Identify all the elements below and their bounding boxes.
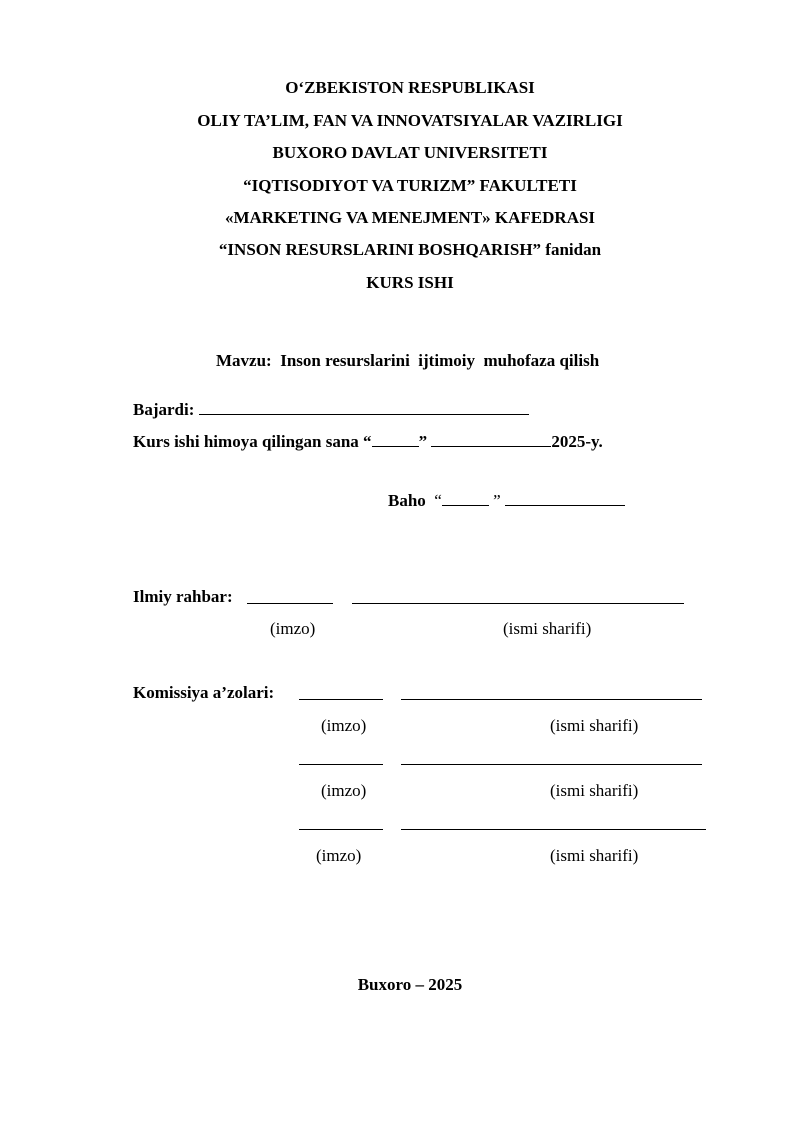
defense-year: 2025-y. — [551, 432, 603, 451]
header-doc-type: KURS ISHI — [366, 273, 454, 292]
defense-quote-close: ” — [418, 432, 428, 451]
supervisor-line — [133, 587, 237, 607]
commission-signature-caption-1: (imzo) — [321, 716, 367, 735]
defense-day-blank[interactable] — [372, 430, 419, 447]
performer-line — [133, 398, 529, 420]
defense-label: Kurs ishi himoya qilingan sana “ — [133, 432, 372, 451]
header-faculty: “IQTISODIYOT VA TURIZM” FAKULTETI — [243, 176, 577, 195]
header-university: BUXORO DAVLAT UNIVERSITETI — [272, 143, 548, 162]
commission-name-blank-2[interactable] — [401, 748, 702, 765]
header-ministry: OLIY TA’LIM, FAN VA INNOVATSIYALAR VAZIRLIGI — [197, 111, 623, 130]
defense-date-line — [133, 430, 603, 452]
topic-line — [216, 351, 599, 371]
performer-label: Bajardi: — [133, 400, 195, 419]
topic-label: Mavzu: — [216, 351, 272, 370]
supervisor-signature-caption: (imzo) — [270, 619, 316, 638]
commission-signature-caption-3: (imzo) — [316, 846, 362, 865]
commission-signature-blank-3[interactable] — [299, 813, 383, 830]
commission-name-caption-2: (ismi sharifi) — [550, 781, 639, 800]
grade-number-blank[interactable] — [442, 489, 489, 506]
commission-name-caption-1: (ismi sharifi) — [550, 716, 639, 735]
supervisor-name-blank[interactable] — [352, 587, 684, 604]
commission-signature-blank-2[interactable] — [299, 748, 383, 765]
header-department: «MARKETING VA MENEJMENT» KAFEDRASI — [224, 208, 596, 227]
commission-signature-caption-2: (imzo) — [321, 781, 367, 800]
grade-quote-open: “ — [434, 491, 442, 510]
commission-name-caption-3: (ismi sharifi) — [550, 846, 639, 865]
grade-quote-close: ” — [493, 491, 501, 510]
grade-line — [388, 489, 625, 511]
commission-signature-blank-1[interactable] — [299, 683, 383, 700]
grade-label: Baho — [388, 491, 426, 510]
performer-blank[interactable] — [199, 398, 529, 415]
commission-name-blank-1[interactable] — [401, 683, 702, 700]
header-republic: O‘ZBEKISTON RESPUBLIKASI — [285, 78, 535, 97]
footer-place-year: Buxoro – 2025 — [357, 975, 463, 994]
supervisor-label: Ilmiy rahbar: — [133, 587, 233, 606]
defense-month-blank[interactable] — [431, 430, 551, 447]
commission-label: Komissiya a’zolari: — [133, 683, 275, 702]
supervisor-name-caption: (ismi sharifi) — [503, 619, 592, 638]
grade-word-blank[interactable] — [505, 489, 625, 506]
header-subject: “INSON RESURSLARINI BOSHQARISH” fanidan — [218, 240, 602, 259]
commission-name-blank-3[interactable] — [401, 813, 706, 830]
supervisor-signature-blank[interactable] — [247, 587, 333, 604]
topic-value: Inson resurslarini ijtimoiy muhofaza qilish — [280, 351, 600, 370]
